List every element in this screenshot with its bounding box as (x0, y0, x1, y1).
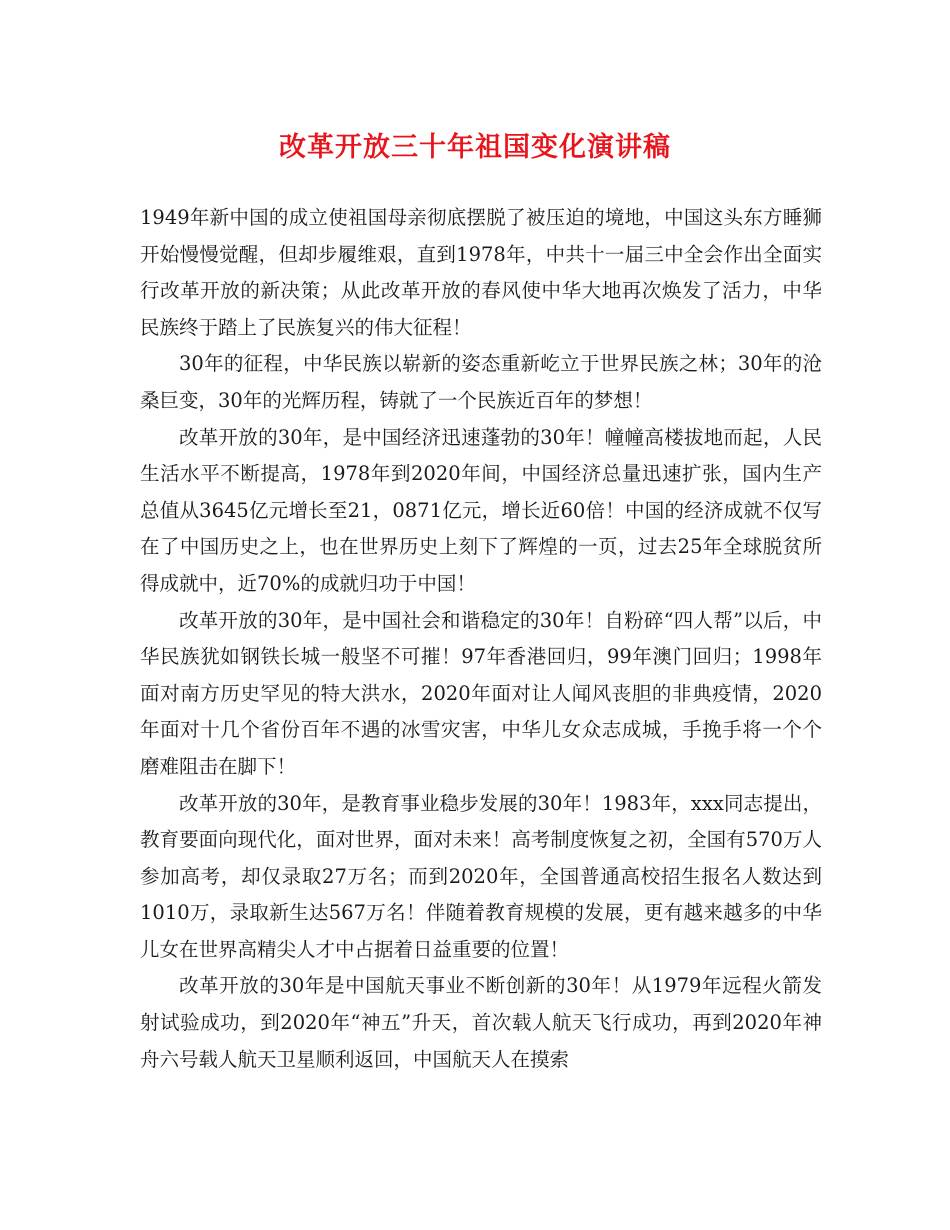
paragraph-5: 改革开放的30年，是教育事业稳步发展的30年！1983年，xxx同志提出，教育要面向现代化，面对世界，面对未来！高考制度恢复之初，全国有570万人参加高考，却仅录取27万名；而到2020年，全国普通高校招生报名人数达到1010万，录取新生达567万名！伴随着教育规模的发展，更有越来越多的中华儿女在世界高精尖人才中占据着日益重要的位置！ (140, 791, 822, 961)
paragraph-6: 改革开放的30年是中国航天事业不断创新的30年！从1979年远程火箭发射试验成功，到2020年“神五”升天，首次载人航天飞行成功，再到2020年神舟六号载人航天卫星顺利返回，中国航天人在摸索 (140, 974, 822, 1071)
paragraph-1: 1949年新中国的成立使祖国母亲彻底摆脱了被压迫的境地，中国这头东方睡狮开始慢慢觉醒，但却步履维艰，直到1978年，中共十一届三中全会作出全面实行改革开放的新决策；从此改革开放的春风使中华大地再次焕发了活力，中华民族终于踏上了民族复兴的伟大征程！ (140, 206, 822, 339)
paragraph-2: 30年的征程，中华民族以崭新的姿态重新屹立于世界民族之林；30年的沧桑巨变，30年的光辉历程，铸就了一个民族近百年的梦想！ (140, 352, 822, 412)
document-title: 改革开放三十年祖国变化演讲稿 (279, 132, 671, 163)
paragraph-4: 改革开放的30年，是中国社会和谐稳定的30年！自粉碎“四人帮”以后，中华民族犹如钢铁长城一般坚不可摧！97年香港回归，99年澳门回归；1998年面对南方历史罕见的特大洪水，2020年面对让人闻风丧胆的非典疫情，2020年面对十几个省份百年不遇的冰雪灾害，中华儿女众志成城，手挽手将一个个磨难阻击在脚下！ (140, 608, 822, 778)
document-body (140, 200, 822, 1078)
paragraph-3: 改革开放的30年，是中国经济迅速蓬勃的30年！幢幢高楼拔地而起，人民生活水平不断提高，1978年到2020年间，中国经济总量迅速扩张，国内生产总值从3645亿元增长至21，0871亿元，增长近60倍！中国的经济成就不仅写在了中国历史之上，也在世界历史上刻下了辉煌的一页，过去25年全球脱贫所得成就中，近70%的成就归功于中国！ (140, 425, 822, 595)
